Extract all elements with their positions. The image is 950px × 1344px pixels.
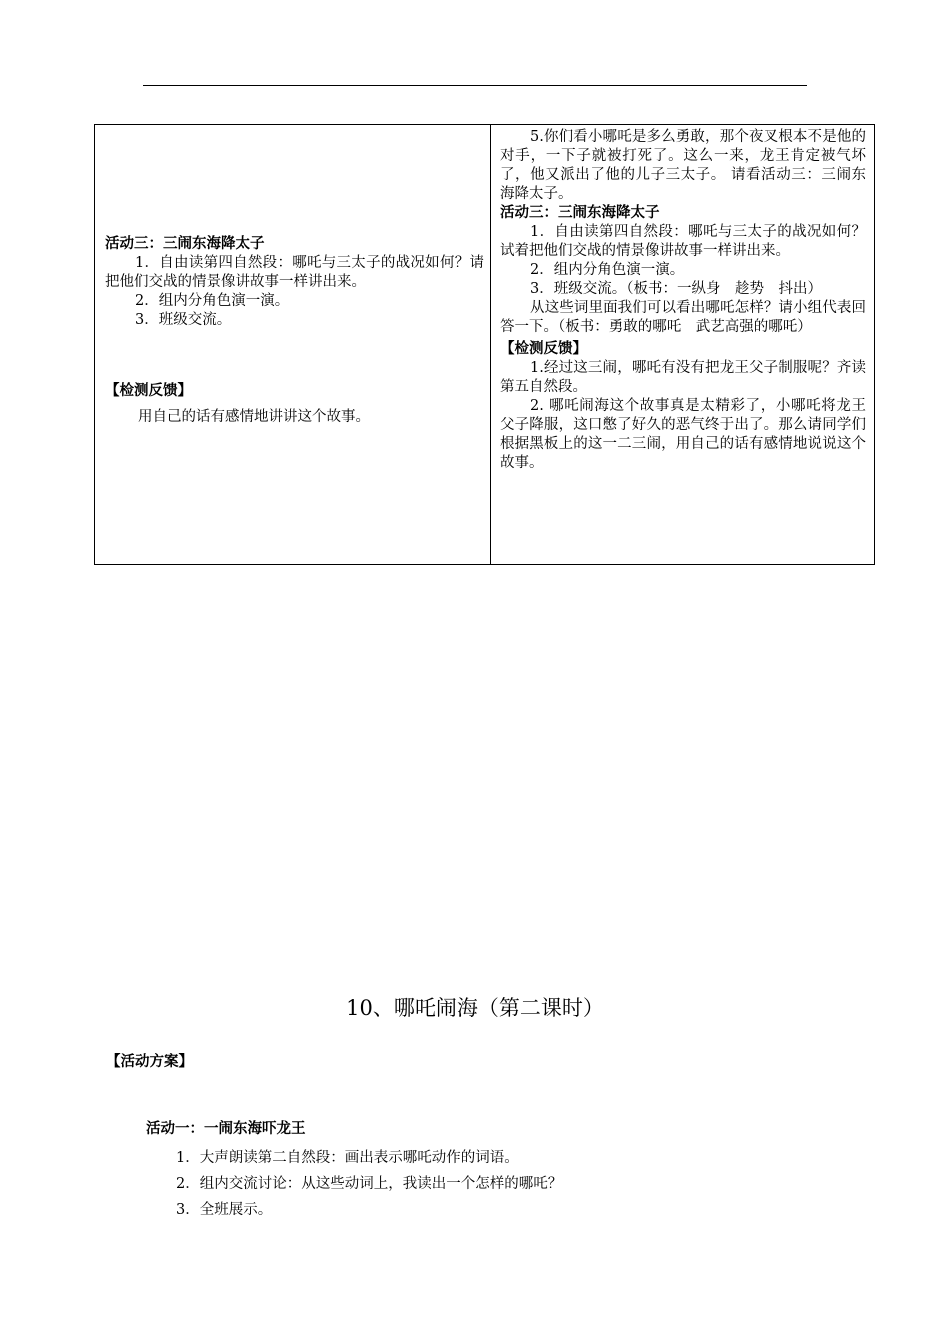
activity-one [146, 1120, 562, 1223]
activity-title: 活动三：三闹东海降太子 [500, 205, 660, 221]
table-cell-right [491, 125, 874, 564]
list-item: 1．自由读第四自然段：哪吒与三太子的战况如何？试着把他们交战的情景像讲故事一样讲出来。 [500, 224, 866, 259]
intro-paragraph: 5.你们看小哪吒是多么勇敢，那个夜叉根本不是他的对手，一下子就被打死了。这么一来，龙王肯定被气坏了，他又派出了他的儿子三太子。 请看活动三：三闹东海降太子。 [500, 129, 866, 202]
table-cell-left [95, 125, 491, 564]
feedback-text: 用自己的话有感情地讲讲这个故事。 [138, 409, 370, 425]
section-title: 【活动方案】 [106, 1054, 193, 1070]
list-item: 2．组内交流讨论：从这些动词上，我读出一个怎样的哪吒？ [176, 1176, 563, 1192]
activity-title: 活动一：一闹东海吓龙王 [146, 1121, 306, 1137]
list-item: 2. 哪吒闹海这个故事真是太精彩了，小哪吒将龙王父子降服，这口憋了好久的恶气终于出了。那么请同学们根据黑板上的这一二三闹，用自己的话有感情地说说这个故事。 [500, 398, 866, 471]
lesson-title: 10、哪吒闹海（第二课时） [346, 996, 604, 1020]
list-item: 3．全班展示。 [176, 1202, 273, 1218]
list-item: 2．组内分角色演一演。 [135, 293, 290, 309]
activity-title: 活动三：三闹东海降太子 [105, 236, 265, 252]
list-item: 1．大声朗读第二自然段：画出表示哪吒动作的词语。 [176, 1150, 519, 1166]
feedback-title: 【检测反馈】 [105, 383, 192, 399]
feedback-title: 【检测反馈】 [500, 341, 587, 357]
list-item: 从这些词里面我们可以看出哪吒怎样？请小组代表回答一下。（板书：勇敢的哪吒 武艺高强的哪吒） [500, 300, 866, 335]
list-item: 2．组内分角色演一演。 [530, 262, 685, 278]
list-item: 3．班级交流。 [135, 312, 232, 328]
header-rule [143, 85, 807, 86]
list-item: 1．自由读第四自然段：哪吒与三太子的战况如何？请把他们交战的情景像讲故事一样讲出来。 [105, 255, 484, 290]
list-item: 3．班级交流。（板书：一纵身 趁势 抖出） [530, 281, 822, 297]
list-item: 1.经过这三闹，哪吒有没有把龙王父子制服呢？齐读第五自然段。 [500, 360, 866, 395]
lesson-table [94, 124, 875, 565]
